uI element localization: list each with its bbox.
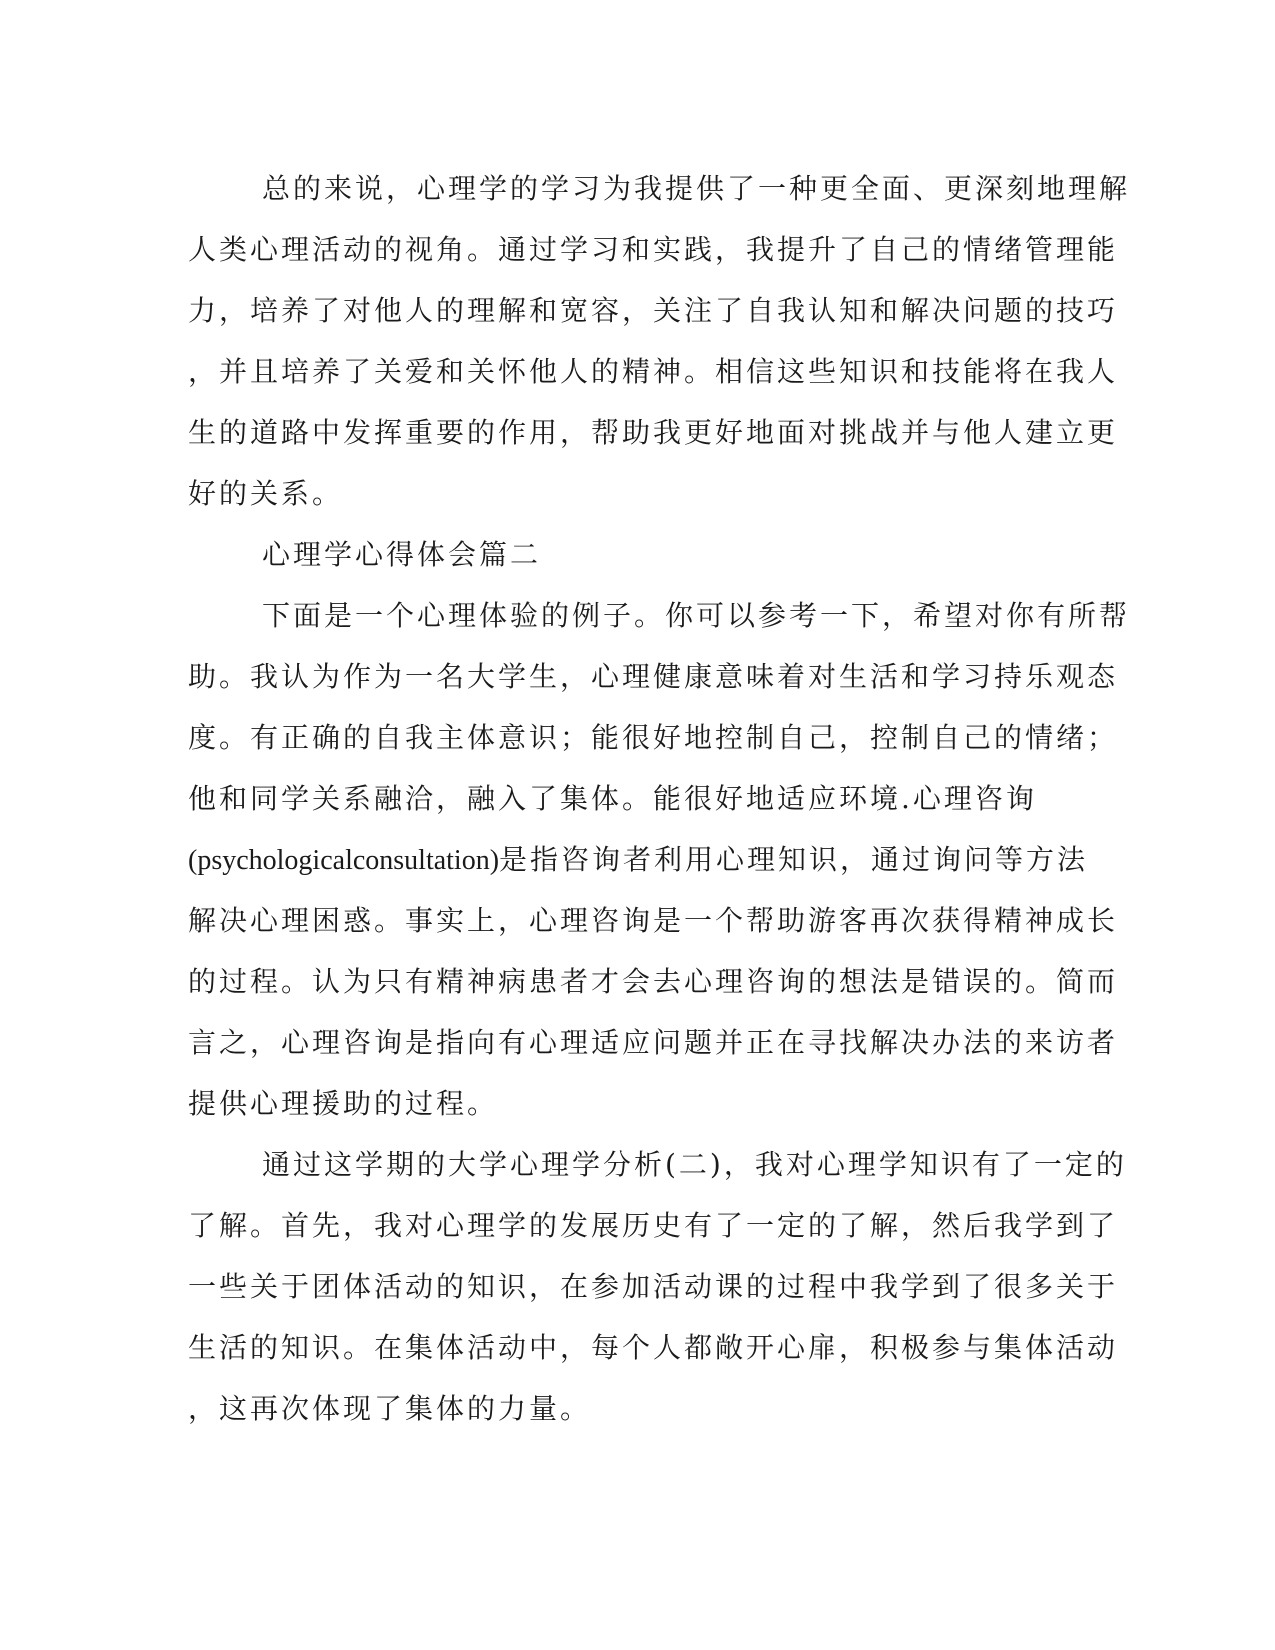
text-line-rest: 是指咨询者利用心理知识，通过询问等方法 xyxy=(499,843,1089,876)
document-page xyxy=(188,158,1131,1439)
text-line: 度。有正确的自我主体意识；能很好地控制自己，控制自己的情绪； xyxy=(188,721,1119,754)
text-line: 提供心理援助的过程。 xyxy=(188,1087,499,1120)
text-line: 力，培养了对他人的理解和宽容，关注了自我认知和解决问题的技巧 xyxy=(188,294,1119,327)
text-line: 解决心理困惑。事实上，心理咨询是一个帮助游客再次获得精神成长 xyxy=(188,904,1119,937)
text-line: 言之，心理咨询是指向有心理适应问题并正在寻找解决办法的来访者 xyxy=(188,1026,1119,1059)
text-line: 生的道路中发挥重要的作用，帮助我更好地面对挑战并与他人建立更 xyxy=(188,416,1119,449)
text-line: 助。我认为作为一名大学生，心理健康意味着对生活和学习持乐观态 xyxy=(188,660,1119,693)
text-line: 了解。首先，我对心理学的发展历史有了一定的了解，然后我学到了 xyxy=(188,1209,1119,1242)
text-line: 人类心理活动的视角。通过学习和实践，我提升了自己的情绪管理能 xyxy=(188,233,1119,266)
text-line: 通过这学期的大学心理学分析(二)，我对心理学知识有了一定的 xyxy=(262,1148,1127,1181)
text-line: 总的来说，心理学的学习为我提供了一种更全面、更深刻地理解 xyxy=(262,172,1131,205)
paragraph-1 xyxy=(188,158,1131,524)
text-line: 的过程。认为只有精神病患者才会去心理咨询的想法是错误的。简而 xyxy=(188,965,1119,998)
text-line: ，这再次体现了集体的力量。 xyxy=(188,1392,592,1425)
paragraph-3 xyxy=(188,1134,1127,1439)
text-line: 一些关于团体活动的知识，在参加活动课的过程中我学到了很多关于 xyxy=(188,1270,1119,1303)
latin-term: (psychologicalconsultation) xyxy=(188,845,500,876)
text-line: 生活的知识。在集体活动中，每个人都敞开心扉，积极参与集体活动 xyxy=(188,1331,1119,1364)
text-line: 他和同学关系融洽，融入了集体。能很好地适应环境.心理咨询 xyxy=(188,782,1037,815)
text-line: 下面是一个心理体验的例子。你可以参考一下，希望对你有所帮 xyxy=(262,599,1131,632)
text-line-mixed xyxy=(188,829,1089,890)
section-heading: 心理学心得体会篇二 xyxy=(262,538,542,571)
paragraph-2 xyxy=(188,585,1131,1134)
text-line: ，并且培养了关爱和关怀他人的精神。相信这些知识和技能将在我人 xyxy=(188,355,1119,388)
text-line: 好的关系。 xyxy=(188,477,344,510)
